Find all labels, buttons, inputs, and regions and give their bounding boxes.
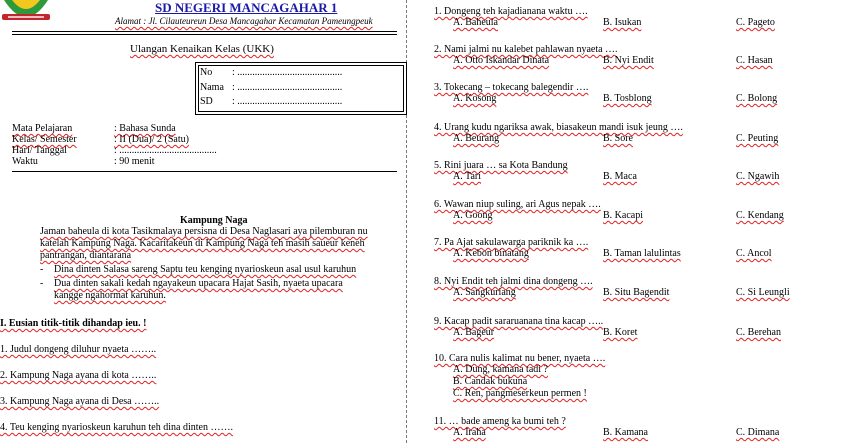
info-label-class: Kelas/ Semester — [12, 134, 77, 145]
question-11-option-b[interactable]: B. Kamana — [603, 427, 648, 438]
header-rule — [12, 31, 397, 32]
question-3-option-b[interactable]: B. Tosblong — [603, 93, 652, 104]
reading-bullet-2: Dua dinten sakali kedah ngayakeun upacara Hajat Sasih, nyaeta upacara — [54, 278, 343, 289]
question-2-option-b[interactable]: B. Nyi Endit — [603, 55, 654, 66]
reading-bullet-1: Dina dinten Salasa sareng Saptu teu kenging nyarioskeun asal usul karuhun — [54, 264, 357, 275]
question-11-option-c[interactable]: C. Dimana — [736, 427, 780, 438]
question-2: 2. Nami jalmi nu kalebet pahlawan nyaeta …. — [434, 44, 618, 55]
question-6-option-b[interactable]: B. Kacapi — [603, 210, 643, 221]
question-4-option-b[interactable]: B. Sore — [603, 133, 633, 144]
question-3-option-a[interactable]: A. Kosong — [453, 93, 497, 104]
info-label-subject: Mata Pelajaran — [12, 123, 73, 134]
bullet-marker-1: - — [40, 264, 44, 275]
question-1-option-a[interactable]: A. Baheula — [453, 17, 498, 28]
bullet-marker-2: - — [40, 278, 44, 289]
exam-title-text: Ulangan Kenaikan Kelas (UKK) — [130, 43, 274, 55]
reading-title: Kampung Naga — [180, 215, 248, 226]
question-11-option-a[interactable]: A. Iraha — [453, 427, 486, 438]
question-1-option-b[interactable]: B. Isukan — [603, 17, 642, 28]
question-6-option-a[interactable]: A. Goong — [453, 210, 493, 221]
question-5-option-c[interactable]: C. Ngawih — [736, 171, 780, 182]
section-one-title: I. Eusian titik-titik dihandap ieu. ! — [0, 318, 147, 329]
school-address: Alamat : Jl. Cilauteureun Desa Mancagahar Kecamatan Pameungpeuk — [115, 16, 373, 26]
exam-title — [130, 44, 274, 55]
question-6-option-c[interactable]: C. Kendang — [736, 210, 784, 221]
info-label-time: Waktu — [12, 156, 38, 167]
info-label-date: Hari/ Tanggal — [12, 145, 67, 156]
question-8-option-c[interactable]: C. Si Leungli — [736, 287, 790, 298]
nama-label: Nama — [200, 82, 224, 93]
sd-label: SD — [200, 96, 213, 107]
question-1: 1. Dongeng teh kajadianana waktu …. — [434, 6, 588, 17]
question-4-option-a[interactable]: A. Beurang — [453, 133, 500, 144]
question-8-option-b[interactable]: B. Situ Bagendit — [603, 287, 670, 298]
question-8: 8. Nyi Endit teh jalmi dina dongeng …. — [434, 276, 593, 287]
question-10-option-c[interactable]: C. Ren, pangmeserkeun permen ! — [453, 388, 587, 399]
info-value-date: : ....................................... — [114, 145, 217, 156]
question-3: 3. Tokecang – tokecang balegendir …. — [434, 82, 589, 93]
fill-item-4: 4. Teu kenging nyarioskeun karuhun teh dina dinten ……. — [0, 422, 233, 433]
question-3-option-c[interactable]: C. Bolong — [736, 93, 778, 104]
no-label: No — [200, 67, 213, 78]
question-4-option-c[interactable]: C. Peuting — [736, 133, 779, 144]
reading-bullet-2-cont: kangge ngahormat karuhun. — [54, 290, 166, 301]
question-10-option-a[interactable]: A. Dung, kamana tadi ? — [453, 364, 548, 375]
question-9-option-a[interactable]: A. Bageur — [453, 327, 495, 338]
question-2-option-c[interactable]: C. Hasan — [736, 55, 773, 66]
info-value-subject: : Bahasa Sunda — [114, 123, 176, 134]
question-4: 4. Urang kudu ngariksa awak, biasakeun mandi isuk jeung …. — [434, 122, 683, 133]
fill-item-1: 1. Judul dongeng diluhur nyaeta …….. — [0, 344, 157, 355]
question-9: 9. Kacap padit sararuanana tina kacap ….. — [434, 316, 604, 327]
question-5-option-a[interactable]: A. Tari — [453, 171, 481, 182]
question-5: 5. Rini juara … sa Kota Bandung — [434, 160, 568, 171]
fill-item-2: 2. Kampung Naga ayana di kota …….. — [0, 370, 157, 381]
question-5-option-b[interactable]: B. Maca — [603, 171, 637, 182]
question-10-option-b[interactable]: B. Candak bukuna — [453, 376, 528, 387]
info-rule — [12, 171, 397, 172]
question-7-option-c[interactable]: C. Ancol — [736, 248, 772, 259]
school-logo — [0, 0, 52, 26]
question-11: 11. … bade ameng ka bumi teh ? — [434, 416, 566, 427]
question-2-option-a[interactable]: A. Otto Iskandar Dinata — [453, 55, 550, 66]
question-9-option-b[interactable]: B. Koret — [603, 327, 638, 338]
question-1-option-c[interactable]: C. Pageto — [736, 17, 775, 28]
question-7: 7. Pa Ajat sakulawarga pariknik ka …. — [434, 237, 589, 248]
no-field[interactable]: : .......................................... — [232, 67, 343, 78]
question-8-option-a[interactable]: A. Sangkuriang — [453, 287, 516, 298]
info-value-time: : 90 menit — [114, 156, 155, 167]
sd-field[interactable]: : .......................................... — [232, 96, 343, 107]
reading-line-1: Jaman baheula di kota Tasikmalaya persisna di Desa Naglasari aya pilemburan nu — [40, 226, 368, 237]
school-name: SD NEGERI MANCAGAHAR 1 — [155, 0, 338, 15]
reading-line-3: pantrangan, diantarana — [40, 250, 132, 261]
question-10: 10. Cara nulis kalimat nu bener, nyaeta …. — [434, 353, 606, 364]
info-value-class: : II (Dua)/ 2 (Satu) — [114, 134, 189, 145]
question-9-option-c[interactable]: C. Berehan — [736, 327, 781, 338]
question-7-option-b[interactable]: B. Taman lalulintas — [603, 248, 681, 259]
question-7-option-a[interactable]: A. Kebon binatang — [453, 248, 529, 259]
nama-field[interactable]: : .......................................... — [232, 82, 343, 93]
fill-item-3: 3. Kampung Naga ayana di Desa …….. — [0, 396, 160, 407]
reading-line-2: katelah Kampung Naga. Kacaritakeun di Kampung Naga teh masih saueur keneh — [40, 238, 365, 249]
header-rule-2 — [12, 34, 397, 35]
question-6: 6. Wawan niup suling, ari Agus nepak …. — [434, 199, 601, 210]
